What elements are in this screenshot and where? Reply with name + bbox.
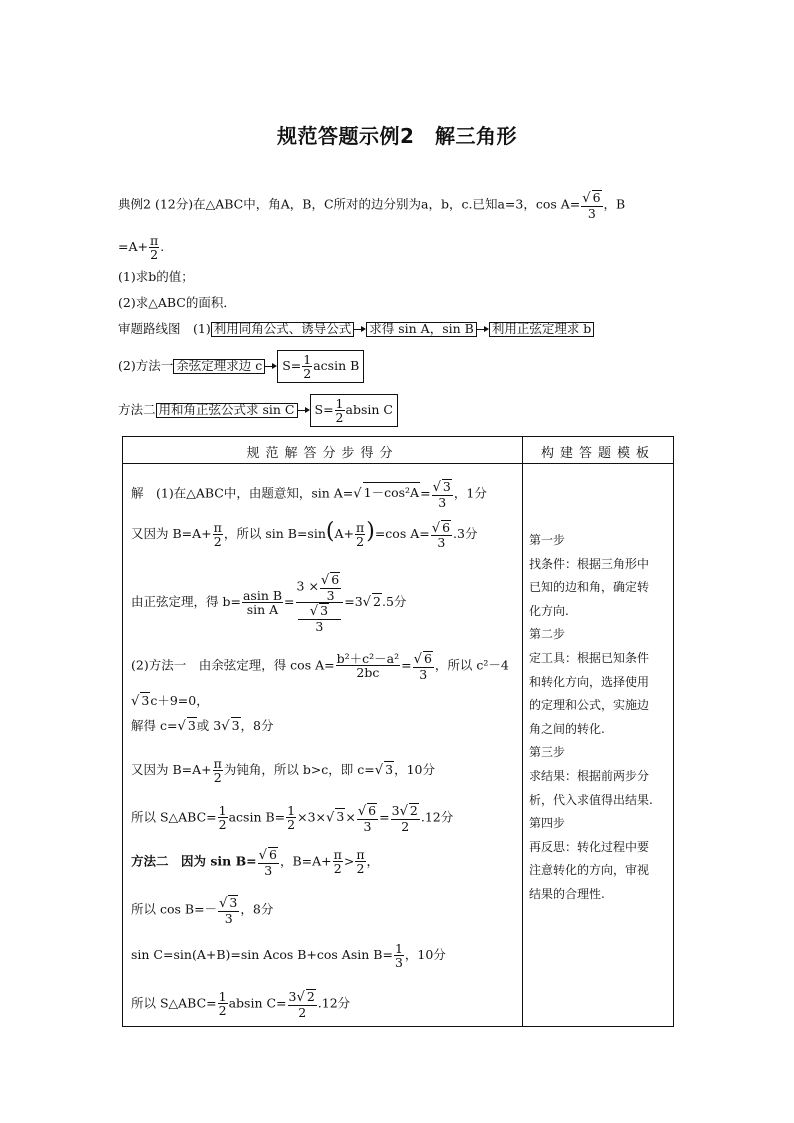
roadmap-box: 用和角正弦公式求 sin C	[156, 403, 298, 418]
solution-step-12: 所以 S△ABC= $\frac{1}{2}$ absin C= $\frac{3√ 2}{2}$ .12分	[131, 989, 351, 1020]
roadmap-box: 利用正弦定理求 b	[489, 322, 594, 337]
solution-step-4: (2)方法一 由余弦定理，得 cos A= $\frac{\text{b²＋c²－a²}}{2bc}$ = $\frac{√ 6}{3}$ ，所以 c²－4	[131, 651, 509, 682]
solution-step-8: 所以 S△ABC= $\frac{1}{2}$ acsin B= $\frac{1}{2}$ ×3×√ 3× $\frac{√ 6}{3}$ = $\frac{3√ 2}{2}$ .12分	[131, 803, 454, 834]
arrow-icon	[477, 325, 489, 334]
solution-table	[122, 436, 674, 1027]
table-header-right: 构建答题模板	[540, 446, 655, 461]
template-line: 再反思：转化过程中要	[529, 839, 650, 854]
roadmap-box: S= $\frac{1}{2}$ acsin B	[277, 350, 364, 383]
roadmap-label: 审题路线图	[118, 321, 181, 336]
roadmap-line-3: 方法二 用和角正弦公式求 sin C S= $\frac{1}{2}$ absin C	[118, 394, 398, 427]
page-title: 规范答题示例2 解三角形	[277, 124, 517, 148]
solution-step-7: 又因为 B=A+ $\frac{\pi}{2}$ 为钝角，所以 b>c，即 c=√ 3，10分	[131, 756, 435, 786]
template-line: 析，代入求值得出结果.	[529, 792, 653, 807]
template-line: 已知的边和角，确定转	[529, 580, 650, 595]
roadmap-box: S= $\frac{1}{2}$ absin C	[310, 394, 398, 427]
problem-label: 典例2	[118, 196, 151, 212]
template-line: 角之间的转化.	[529, 721, 605, 736]
template-line: 和转化方向，选择使用	[529, 674, 650, 689]
problem-text-b: ，B	[603, 196, 626, 212]
roadmap-line-2: (2)方法一 余弦定理求边 c S= $\frac{1}{2}$ acsin B	[118, 350, 364, 383]
roadmap-line-1: 审题路线图 (1) 利用同角公式、诱导公式 求得 sin A，sin B 利用正弦定理求 b	[118, 322, 594, 337]
solution-step-5: √ 3c＋9=0，	[131, 693, 209, 709]
solution-step-1: 解 (1)在△ABC中，由题意知，sin A=√ 1－cos²A= $\frac{√ 3}{3}$ ，1分	[131, 479, 487, 510]
solution-step-2: 又因为 B=A+ $\frac{\pi}{2}$ ，所以 sin B=sin(A+ $\frac{\pi}{2}$ )=cos A= $\frac{√ 6}{3}$ .3分	[131, 519, 478, 551]
table-divider	[123, 463, 673, 464]
problem-line-1	[118, 190, 625, 220]
template-line: 注意转化的方向，审视	[529, 863, 650, 878]
arrow-icon	[298, 406, 310, 415]
solution-step-10: 所以 cos B=－ $\frac{√ 3}{3}$ ，8分	[131, 895, 274, 926]
question-1: (1)求b的值；	[118, 269, 194, 284]
problem-text-a: 在△ABC中，角A，B，C所对的边分别为a，b，c.已知a=3，cos A=	[193, 196, 581, 212]
template-line: 找条件：根据三角形中	[529, 556, 650, 571]
solution-step-3: 由正弦定理，得 b= $\frac{\text{asin B}}{\text{sin A}}$ = 3 × $\frac{√ 6}{3}$ √ 3 3 =3√ 2.5分	[131, 572, 407, 634]
question-2: (2)求△ABC的面积．	[118, 295, 236, 310]
template-line: 定工具：根据已知条件	[529, 650, 650, 665]
roadmap-box: 利用同角公式、诱导公式	[211, 322, 355, 337]
template-line: 第一步	[529, 533, 566, 547]
template-line: 结果的合理性.	[529, 886, 605, 901]
solution-step-9: 方法二 因为 sin B= $\frac{√ 6}{3}$ ，B=A+ $\frac{\pi}{2}$ > $\frac{\pi}{2}$ ，	[131, 847, 380, 878]
roadmap-box: 余弦定理求边 c	[173, 359, 265, 374]
table-header-left: 规范解答分步得分	[246, 446, 399, 461]
solution-step-6: 解得 c=√ 3或 3√ 3，8分	[131, 718, 274, 734]
template-line: 的定理和公式，实施边	[529, 698, 650, 713]
problem-points: (12分)	[154, 196, 194, 212]
roadmap-box: 求得 sin A，sin B	[366, 322, 477, 337]
arrow-icon	[265, 362, 277, 371]
solution-step-11: sin C=sin(A+B)=sin Acos B+cos Asin B= $\frac{1}{3}$ ，10分	[131, 941, 446, 971]
table-divider	[522, 437, 523, 1026]
template-line: 第四步	[529, 816, 566, 831]
template-line: 求结果：根据前两步分	[529, 768, 650, 783]
problem-line-2: =A+ $\frac{\pi}{2}$ .	[118, 233, 165, 263]
template-column	[529, 533, 669, 911]
arrow-icon	[354, 325, 366, 334]
template-line: 第二步	[529, 627, 566, 642]
cosA-fraction: $\frac{√ 6}{3}$	[582, 190, 601, 221]
template-line: 化方向.	[529, 603, 569, 618]
template-line: 第三步	[529, 745, 566, 760]
